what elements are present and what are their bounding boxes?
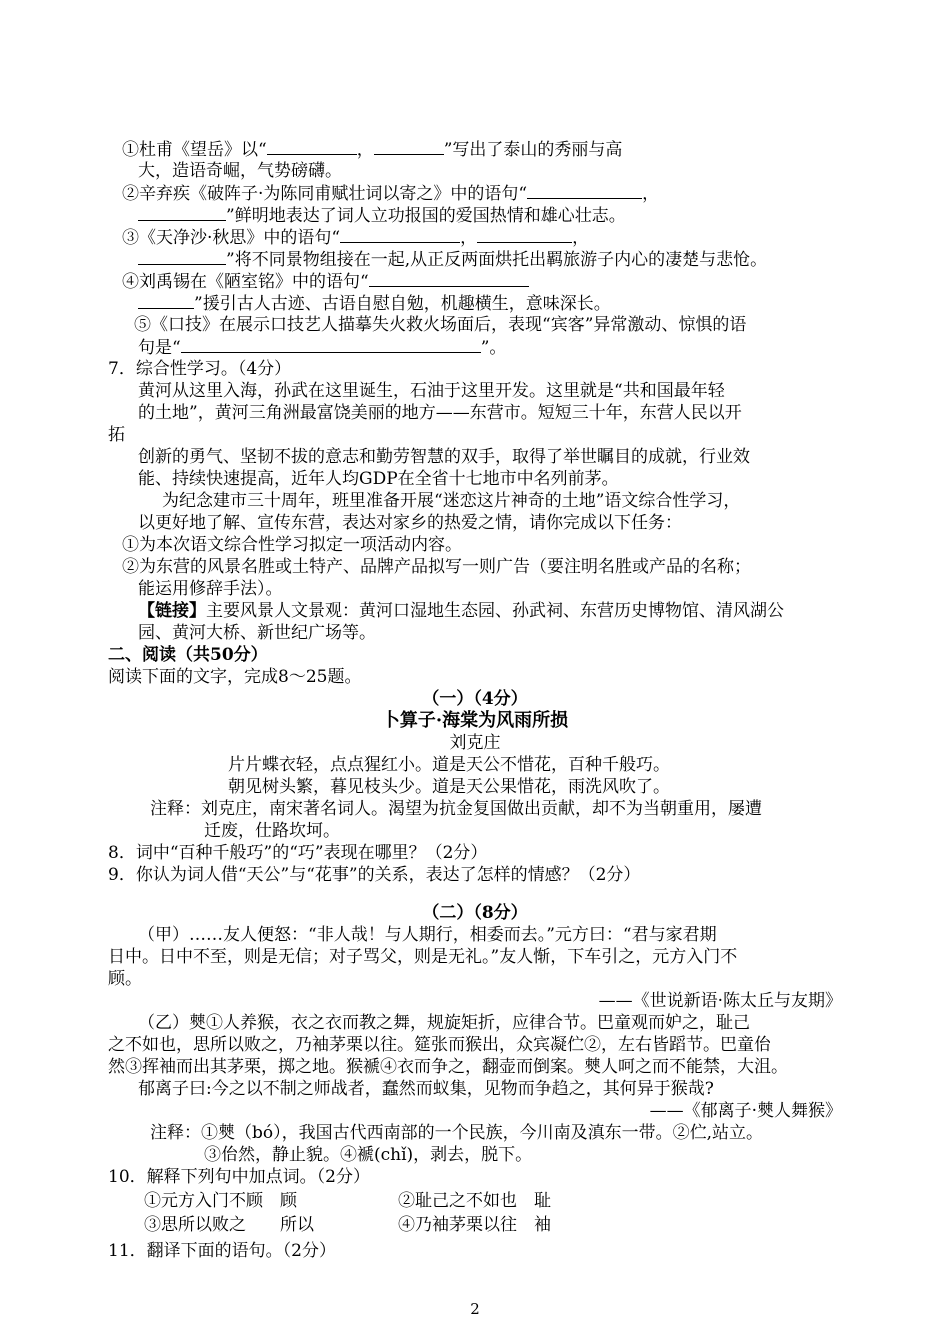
answer-blank[interactable] <box>340 226 460 243</box>
q6-item4-line2: ”援引古人古迹、古语自慰自勉，机趣横生，意味深长。 <box>138 292 611 315</box>
answer-blank[interactable] <box>138 248 226 265</box>
q7-task-intro: 以更好地了解、宣传东营，表达对家乡的热爱之情，请你完成以下任务： <box>138 513 682 533</box>
q6-item2-line1: ②辛弃疾《破阵子·为陈同甫赋壮词以寄之》中的语句“ ， <box>122 184 660 204</box>
q7-passage-line: 黄河从这里入海，孙武在这里诞生，石油于这里开发。这里就是“共和国最年轻 <box>138 381 725 401</box>
part-header: （二）（8分） <box>422 903 528 923</box>
question-10: 10．解释下列句中加点词。（2分） <box>108 1167 370 1187</box>
answer-blank[interactable] <box>477 226 572 243</box>
answer-blank[interactable] <box>527 182 642 199</box>
q7-passage-line: 创新的勇气、坚韧不拔的意志和勤劳智慧的双手，取得了举世瞩目的成就，行业效 <box>138 447 750 467</box>
q7-passage-line: 拓 <box>108 425 125 445</box>
text-yi-line: 郁离子曰:今之以不制之师战者，蠢然而蚁集，见物而争趋之，其何异于猴哉? <box>138 1079 714 1099</box>
text-note: 注释：①僰（bó），我国古代西南部的一个民族，今川南及滇东一带。②伫,站立。 <box>150 1123 764 1143</box>
question-10-item: ②耻己之不如也 耻 <box>398 1191 551 1211</box>
part-header: （一）（4分） <box>422 689 528 709</box>
q6-item1-line2: 大，造语奇崛，气势磅礴。 <box>138 161 342 181</box>
answer-blank[interactable] <box>374 138 444 155</box>
section-intro: 阅读下面的文字，完成8～25题。 <box>108 667 362 687</box>
q6-item5-line1: ⑤《口技》在展示口技艺人描摹失火救火场面后，表现“宾客”异常激动、惊惧的语 <box>134 315 747 335</box>
poem-author: 刘克庄 <box>449 733 501 753</box>
q7-link: 园、黄河大桥、新世纪广场等。 <box>138 623 376 643</box>
q6-item3-line1: ③《天净沙·秋思》中的语句“ ， ， <box>122 228 590 248</box>
text-jia-line: 顾。 <box>108 969 142 989</box>
question-10-item: ③思所以败之 所以 <box>144 1215 314 1235</box>
text-yi-line: 之不如也，思所以败之，乃袖茅栗以往。筵张而猴出，众宾凝伫②，左右皆蹈节。巴童佁 <box>108 1035 771 1055</box>
answer-blank[interactable] <box>138 204 226 221</box>
section-title: 二、阅读（共50分） <box>108 645 268 665</box>
answer-blank[interactable] <box>181 336 481 353</box>
poem-line: 片片蝶衣轻，点点猩红小。道是天公不惜花，百种千般巧。 <box>228 755 670 775</box>
poem-note: 迁废，仕路坎坷。 <box>204 821 340 841</box>
text-yi-line: 然③挥袖而出其茅栗，掷之地。猴褫④衣而争之，翻壶而倒案。僰人呵之而不能禁，大沮。 <box>108 1057 788 1077</box>
page-number: 2 <box>470 1300 480 1318</box>
q6-item2-line2: ”鲜明地表达了词人立功报国的爱国热情和雄心壮志。 <box>138 204 626 227</box>
q6-item5-line2: 句是“ ”。 <box>138 338 507 358</box>
text-jia-line: 日中。日中不至，则是无信；对子骂父，则是无礼。”友人惭，下车引之，元方入门不 <box>108 947 738 967</box>
q7-task-2: 能运用修辞手法）。 <box>138 579 283 599</box>
text-note: ③佁然，静止貌。④褫(chǐ)，剥去，脱下。 <box>204 1145 533 1165</box>
q6-item4-line1: ④刘禹锡在《陋室铭》中的语句“ <box>122 270 529 293</box>
q7-passage-line: 能、持续快速提高，近年人均GDP在全省十七地市中名列前茅。 <box>138 469 619 489</box>
q7-passage-line: 的土地”，黄河三角洲最富饶美丽的地方——东营市。短短三十年，东营人民以开 <box>138 403 742 423</box>
answer-blank[interactable] <box>138 292 194 309</box>
text-yi-line: （乙）僰①人养猴，衣之衣而教之舞，规旋矩折，应律合节。巴童观而妒之，耻己 <box>138 1013 750 1033</box>
text-yi-source: ——《郁离子·僰人舞猴》 <box>649 1101 842 1121</box>
answer-blank[interactable] <box>369 270 529 287</box>
text-jia-source: ——《世说新语·陈太丘与友期》 <box>598 991 842 1011</box>
q7-link: 【链接】主要风景人文景观：黄河口湿地生态园、孙武祠、东营历史博物馆、清风湖公 <box>138 601 784 621</box>
q7-task-1: ①为本次语文综合性学习拟定一项活动内容。 <box>122 535 462 555</box>
q7-task-intro: 为纪念建市三十周年，班里准备开展“迷恋这片神奇的土地”语文综合性学习， <box>162 491 741 511</box>
question-10-item: ④乃袖茅栗以往 袖 <box>398 1215 551 1235</box>
q7-title: 7．综合性学习。（4分） <box>108 359 292 379</box>
poem-line: 朝见树头繁，暮见枝头少。道是天公果惜花，雨洗风吹了。 <box>228 777 670 797</box>
answer-blank[interactable] <box>267 138 357 155</box>
poem-note: 注释：刘克庄，南宋著名词人。渴望为抗金复国做出贡献，却不为当朝重用，屡遭 <box>150 799 762 819</box>
q6-item3-line2: ”将不同景物组接在一起,从正反两面烘托出羁旅游子内心的凄楚与悲怆。 <box>138 248 767 271</box>
text-jia-line: （甲）……友人便怒：“非人哉！与人期行，相委而去。”元方曰：“君与家君期 <box>138 925 717 945</box>
question-11: 11．翻译下面的语句。（2分） <box>108 1241 336 1261</box>
question-9: 9．你认为词人借“天公”与“花事”的关系，表达了怎样的情感？（2分） <box>108 865 641 885</box>
question-8: 8．词中“百种千般巧”的“巧”表现在哪里？（2分） <box>108 843 488 863</box>
poem-title: 卜算子·海棠为风雨所损 <box>381 710 569 731</box>
q7-task-2: ②为东营的风景名胜或土特产、品牌产品拟写一则广告（要注明名胜或产品的名称； <box>122 557 751 577</box>
q6-item1-line1: ①杜甫《望岳》以“ ， ”写出了泰山的秀丽与高 <box>122 140 623 160</box>
question-10-item: ①元方入门不顾 顾 <box>144 1191 297 1211</box>
